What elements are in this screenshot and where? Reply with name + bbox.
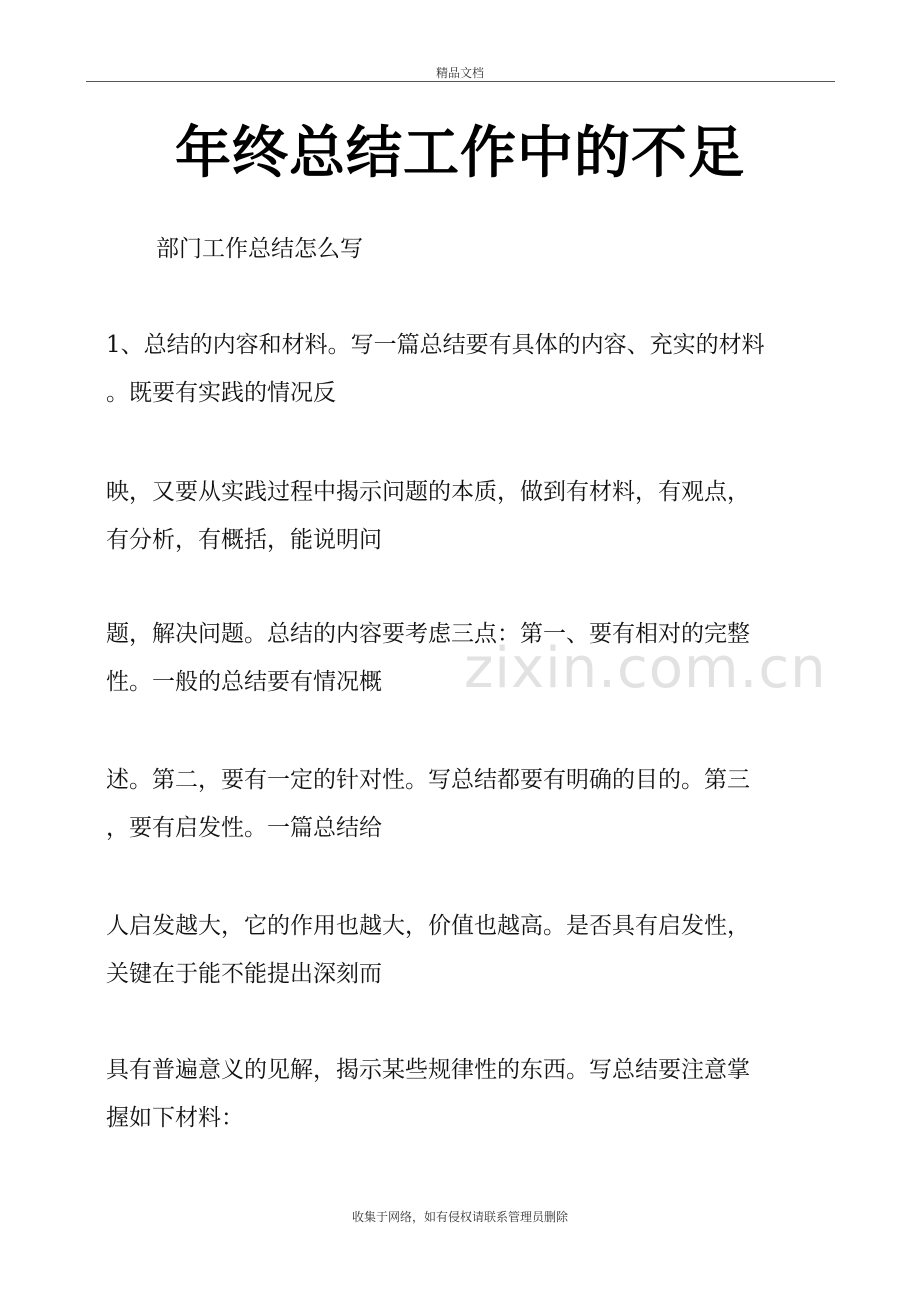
paragraph	[106, 756, 818, 852]
paragraph-line: ，要有启发性。一篇总结给	[106, 815, 382, 841]
paragraph-line: 。既要有实践的情况反	[106, 380, 336, 406]
page-footer-label: 收集于网络，如有侵权请联系管理员删除	[351, 1210, 568, 1224]
paragraph	[106, 1046, 818, 1142]
page-header-label: 精品文档	[435, 66, 484, 80]
paragraph	[106, 902, 818, 998]
watermark: zixin.com.cn	[464, 636, 827, 701]
paragraph	[106, 468, 818, 564]
paragraph-line: 映，又要从实践过程中揭示问题的本质，做到有材料，有观点，	[106, 479, 750, 505]
paragraph-line: 题，解决问题。总结的内容要考虑三点：第一、要有相对的完整	[106, 621, 750, 647]
paragraph-line: 有分析，有概括，能说明问	[106, 527, 382, 553]
paragraph	[106, 321, 818, 417]
paragraph-line: 握如下材料：	[106, 1105, 244, 1131]
paragraph-line: 1、总结的内容和材料。写一篇总结要有具体的内容、充实的材料	[106, 332, 765, 358]
paragraph-line: 人启发越大，它的作用也越大，价值也越高。是否具有启发性，	[106, 913, 750, 939]
paragraph-line: 述。第二，要有一定的针对性。写总结都要有明确的目的。第三	[106, 767, 750, 793]
paragraph-line: 具有普遍意义的见解，揭示某些规律性的东西。写总结要注意掌	[106, 1057, 750, 1083]
paragraph	[106, 610, 818, 706]
header-divider	[86, 81, 835, 82]
document-subtitle: 部门工作总结怎么写	[156, 236, 363, 262]
document-title: 年终总结工作中的不足	[175, 121, 745, 186]
paragraph-line: 性。一般的总结要有情况概	[106, 669, 382, 695]
paragraph-line: 关键在于能不能提出深刻而	[106, 961, 382, 987]
